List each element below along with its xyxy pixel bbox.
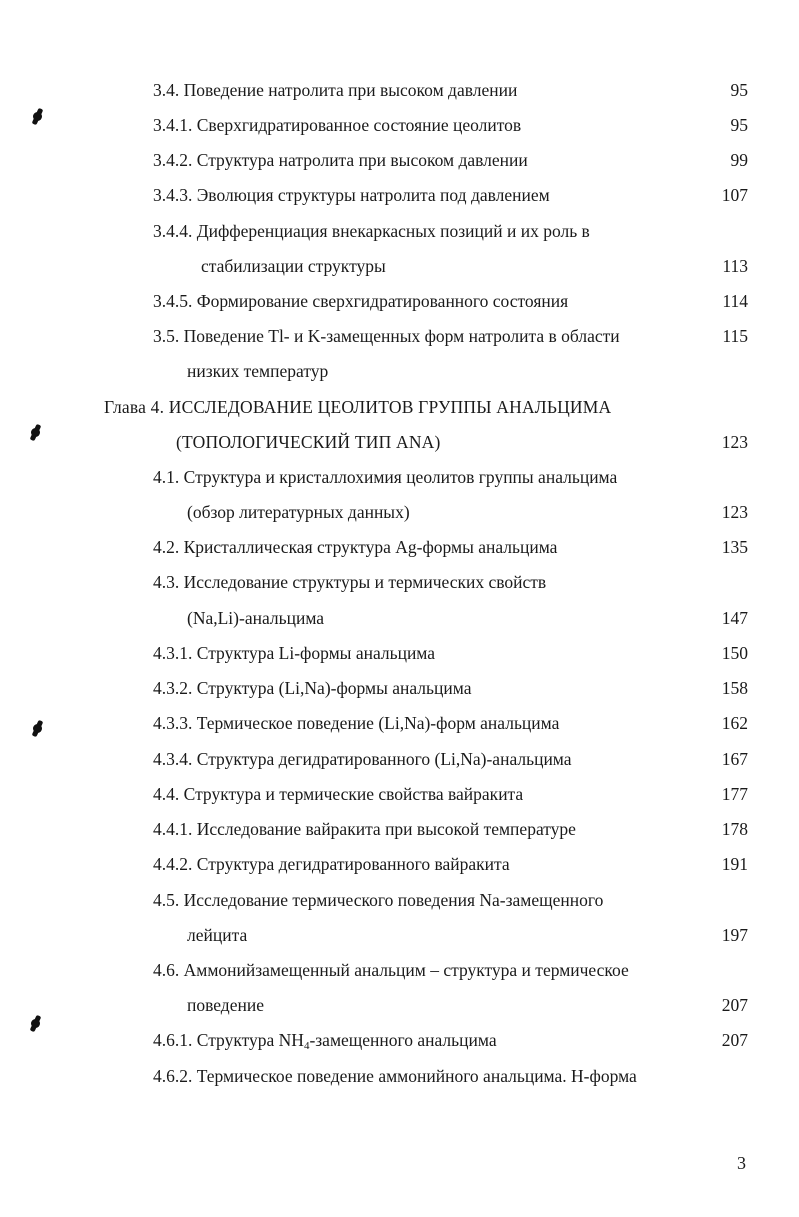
- toc-entry: [153, 1029, 497, 1051]
- binding-hole-mark: [33, 724, 42, 733]
- toc-page-number: 113: [722, 256, 748, 276]
- toc-entry: 3.4.1. Сверхгидратированное состояние цеолитов: [153, 115, 522, 135]
- toc-chapter-heading: Глава 4. ИССЛЕДОВАНИЕ ЦЕОЛИТОВ ГРУППЫ АНАЛЬЦИМА: [104, 397, 612, 417]
- toc-entry: 4.3.4. Структура дегидратированного (Li,Na)-анальцима: [153, 749, 572, 769]
- toc-page-number: 107: [721, 185, 748, 205]
- toc-page-number: 135: [721, 537, 748, 557]
- toc-entry: 4.4. Структура и термические свойства вайракита: [153, 784, 524, 804]
- page-number: 3: [737, 1153, 746, 1173]
- binding-hole-mark: [33, 112, 42, 121]
- toc-entry: 3.4.3. Эволюция структуры натролита под давлением: [153, 185, 550, 205]
- toc-entry: 3.4.5. Формирование сверхгидратированного состояния: [153, 291, 569, 311]
- toc-page-number: 95: [730, 115, 748, 135]
- toc-entry: 4.6.2. Термическое поведение аммонийного анальцима. H-форма: [153, 1066, 637, 1086]
- toc-entry: 4.1. Структура и кристаллохимия цеолитов группы анальцима: [153, 467, 618, 487]
- toc-page-number: 207: [721, 1030, 748, 1050]
- toc-entry: 4.3. Исследование структуры и термических свойств: [153, 572, 547, 592]
- toc-entry-text: -замещенного анальцима: [309, 1030, 497, 1050]
- toc-page-number: 158: [721, 678, 748, 698]
- toc-page-number: 123: [721, 432, 748, 452]
- binding-hole-mark: [31, 1019, 40, 1028]
- toc-entry: 3.4.2. Структура натролита при высоком давлении: [153, 150, 528, 170]
- toc-page-number: 147: [721, 608, 748, 628]
- toc-entry: 3.5. Поведение Tl- и K-замещенных форм натролита в области: [153, 326, 620, 346]
- toc-page-number: 150: [721, 643, 748, 663]
- toc-entry: 4.4.2. Структура дегидратированного вайракита: [153, 854, 510, 874]
- toc-page-number: 162: [721, 713, 748, 733]
- toc-entry-continuation: лейцита: [187, 925, 248, 945]
- toc-entry-continuation: (Na,Li)-анальцима: [187, 608, 325, 628]
- toc-entry-continuation: низких температур: [187, 361, 329, 381]
- toc-page-number: 177: [721, 784, 748, 804]
- toc-entry-text: 4.6.1. Структура NH: [153, 1030, 304, 1050]
- toc-page-number: 115: [722, 326, 748, 346]
- toc-entry: 4.6. Аммонийзамещенный анальцим – структура и термическое: [153, 960, 629, 980]
- toc-entry: 3.4. Поведение натролита при высоком давлении: [153, 80, 518, 100]
- toc-entry: 4.3.1. Структура Li-формы анальцима: [153, 643, 436, 663]
- toc-page-number: 167: [721, 749, 748, 769]
- toc-page-number: 123: [721, 502, 748, 522]
- toc-entry: 4.3.2. Структура (Li,Na)-формы анальцима: [153, 678, 472, 698]
- toc-entry: 4.5. Исследование термического поведения Na-замещенного: [153, 890, 604, 910]
- toc-chapter-heading-continuation: (ТОПОЛОГИЧЕСКИЙ ТИП ANA): [176, 432, 441, 452]
- toc-page-number: 114: [722, 291, 748, 311]
- toc-page-number: 99: [730, 150, 748, 170]
- toc-entry: 4.3.3. Термическое поведение (Li,Na)-форм анальцима: [153, 713, 560, 733]
- toc-page-number: 191: [721, 854, 748, 874]
- toc-entry: 4.4.1. Исследование вайракита при высокой температуре: [153, 819, 576, 839]
- toc-entry: 4.2. Кристаллическая структура Ag-формы анальцима: [153, 537, 558, 557]
- toc-entry: 3.4.4. Дифференциация внекаркасных позиций и их роль в: [153, 221, 590, 241]
- binding-hole-mark: [31, 428, 40, 437]
- toc-entry-continuation: (обзор литературных данных): [187, 502, 410, 522]
- toc-entry-continuation: поведение: [187, 995, 264, 1015]
- subscript: 4: [303, 1040, 310, 1052]
- toc-page-number: 178: [721, 819, 748, 839]
- toc-page-number: 95: [730, 80, 748, 100]
- toc-entry-continuation: стабилизации структуры: [201, 256, 386, 276]
- toc-page-number: 207: [721, 995, 748, 1015]
- toc-page-number: 197: [721, 925, 748, 945]
